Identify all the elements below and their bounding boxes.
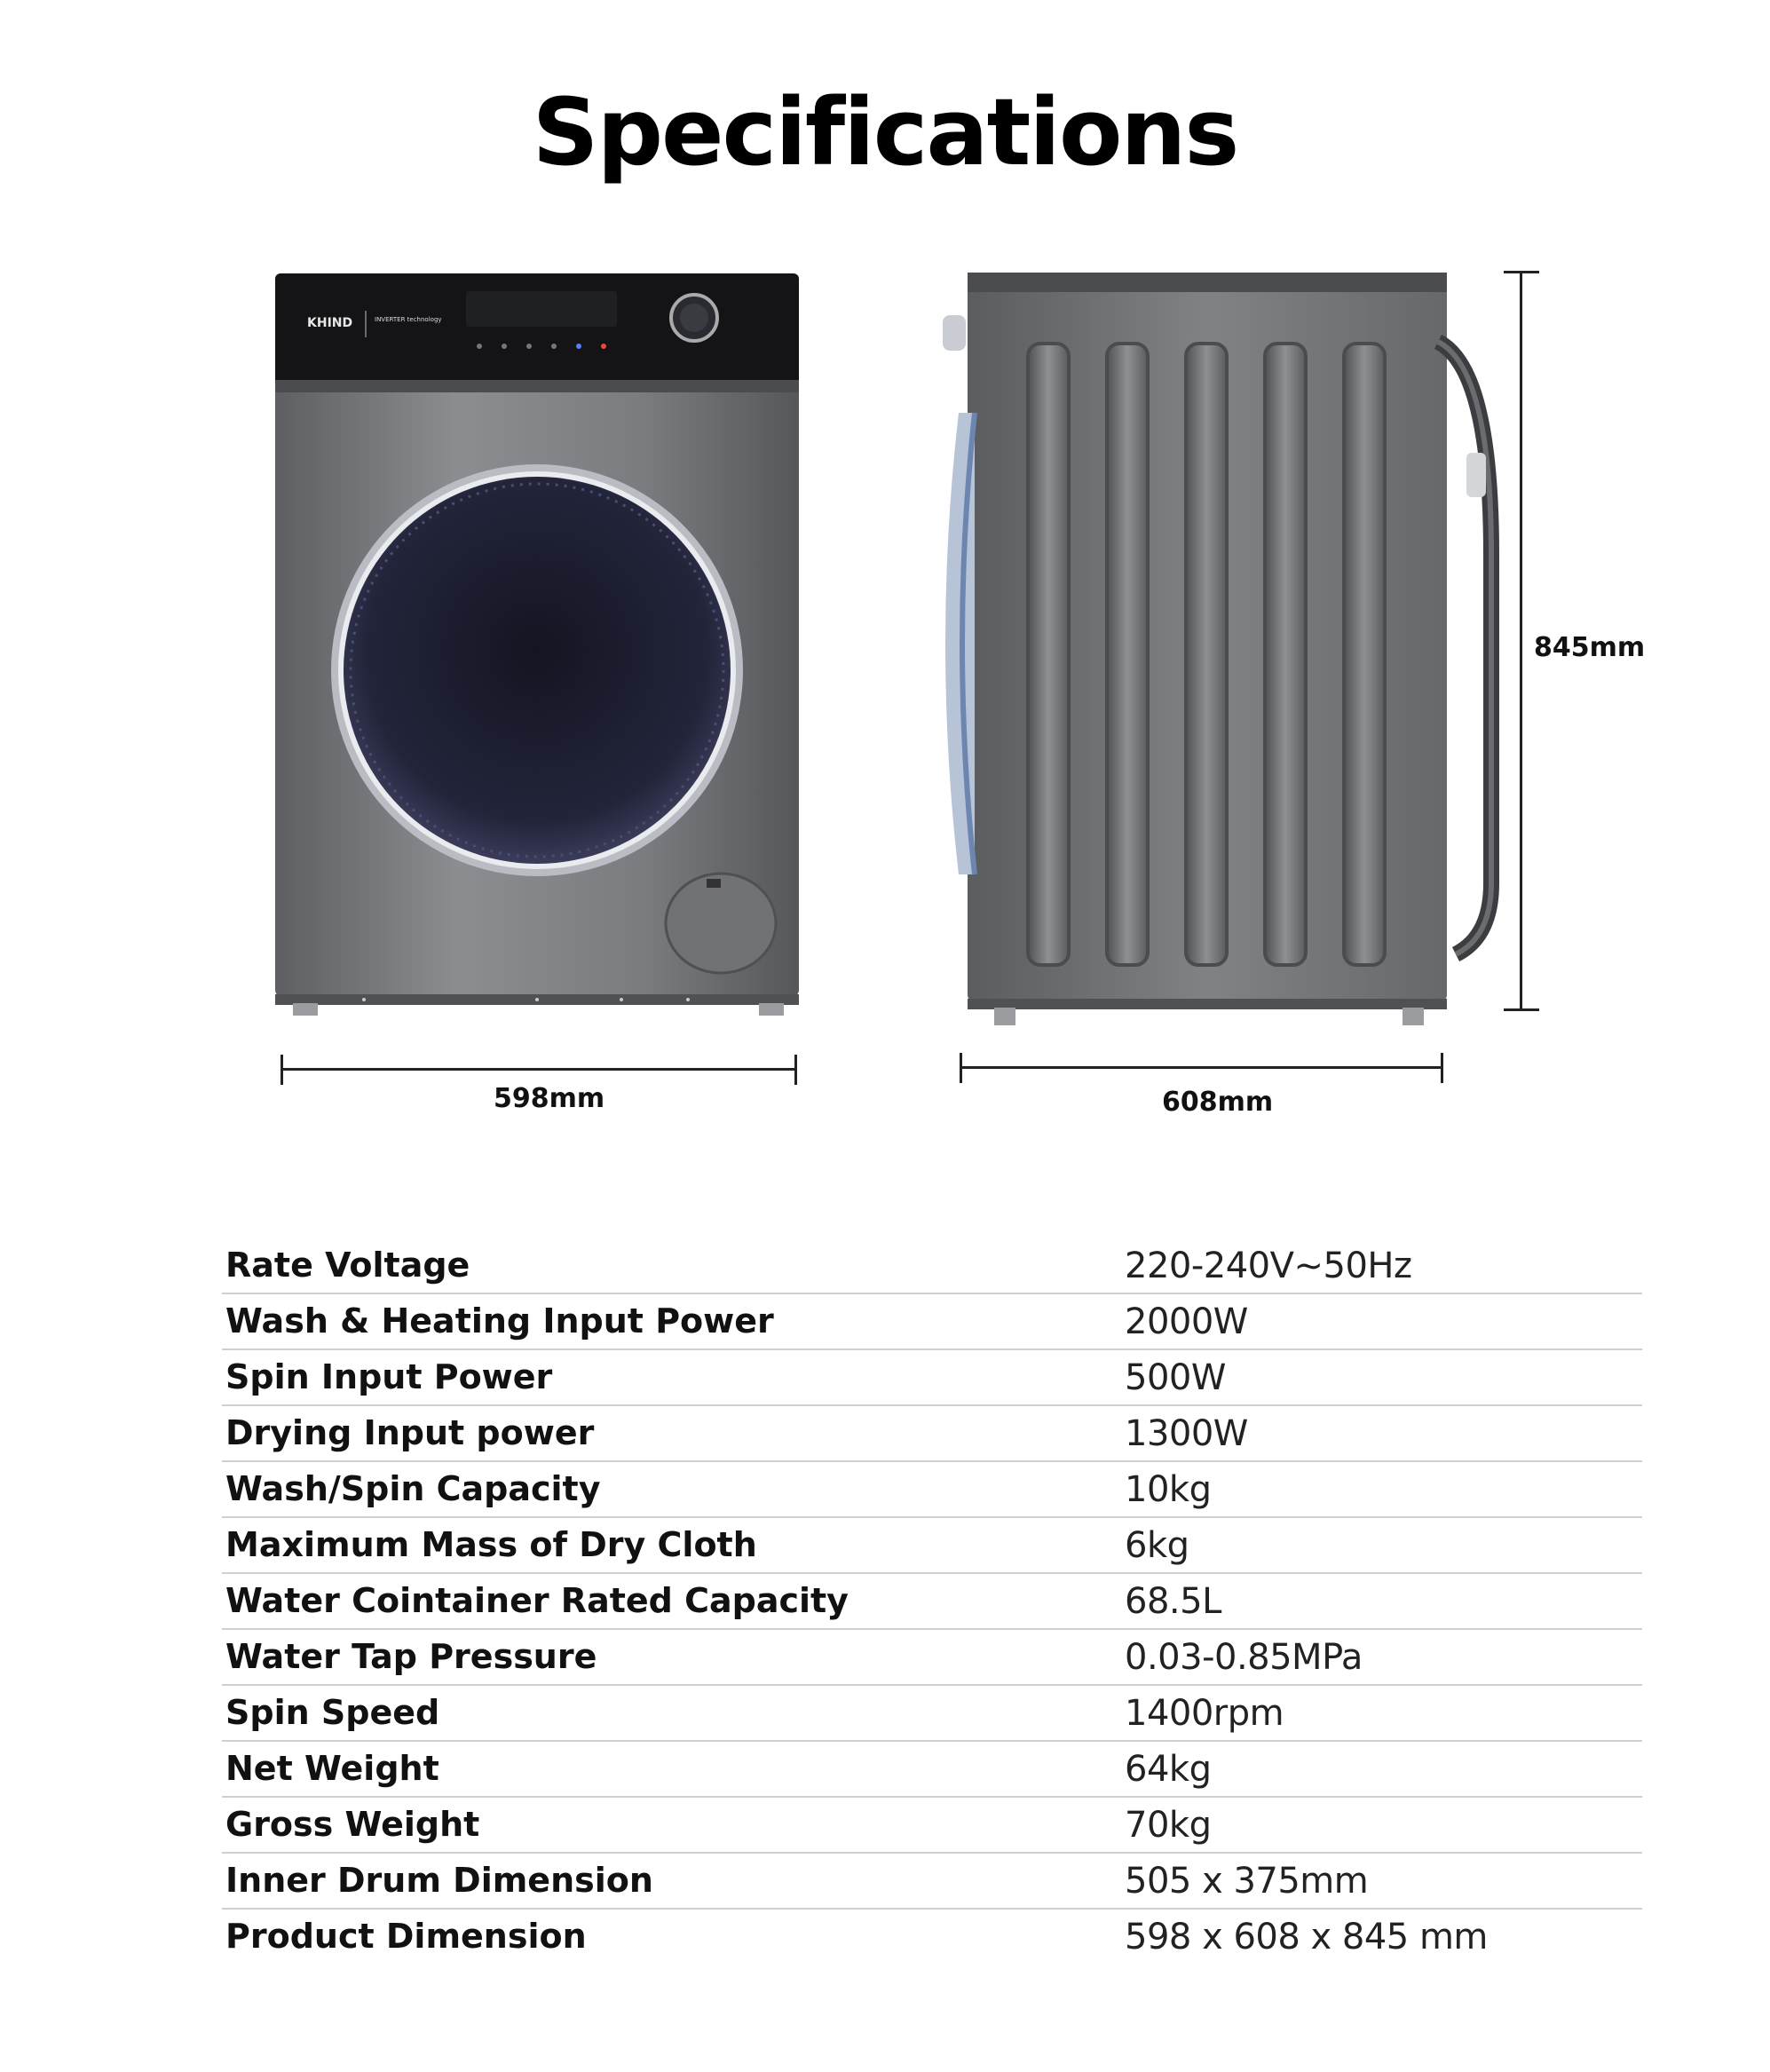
spec-row <box>222 1294 1642 1350</box>
height-dimension-tick-bottom <box>1504 1008 1539 1011</box>
height-dimension-label: 845mm <box>1534 632 1646 663</box>
width-dimension-line <box>281 1068 797 1071</box>
spec-row <box>222 1798 1642 1854</box>
depth-dimension-tick-left <box>960 1053 962 1083</box>
spec-value: 64kg <box>1125 1749 1212 1790</box>
depth-dimension-tick-right <box>1441 1053 1443 1083</box>
spec-label: Rate Voltage <box>225 1246 470 1285</box>
inverter-badge: INVERTER technology <box>375 316 442 323</box>
spec-row <box>222 1350 1642 1406</box>
depth-dimension-line <box>960 1066 1443 1069</box>
spec-label: Water Tap Pressure <box>225 1637 597 1676</box>
washer-front-image <box>266 266 808 1030</box>
spec-table <box>222 1238 1642 1965</box>
spec-label: Product Dimension <box>225 1917 587 1956</box>
height-dimension-line <box>1520 271 1522 1011</box>
width-dimension-tick-right <box>794 1055 797 1085</box>
spec-label: Maximum Mass of Dry Cloth <box>225 1525 757 1564</box>
spec-label: Net Weight <box>225 1749 439 1788</box>
spec-value: 10kg <box>1125 1469 1212 1510</box>
spec-value: 598 x 608 x 845 mm <box>1125 1917 1488 1957</box>
spec-row <box>222 1518 1642 1574</box>
spec-value: 68.5L <box>1125 1581 1221 1622</box>
spec-row <box>222 1910 1642 1965</box>
depth-dimension-label: 608mm <box>1162 1087 1274 1118</box>
brand-logo: KHIND <box>307 316 353 330</box>
spec-value: 1300W <box>1125 1413 1248 1454</box>
spec-label: Wash & Heating Input Power <box>225 1301 774 1340</box>
page-title: Specifications <box>532 78 1238 186</box>
spec-label: Spin Input Power <box>225 1357 553 1396</box>
width-dimension-label: 598mm <box>494 1083 605 1114</box>
height-dimension-tick-top <box>1504 271 1539 273</box>
spec-row <box>222 1406 1642 1462</box>
width-dimension-tick-left <box>281 1055 283 1085</box>
spec-value: 505 x 375mm <box>1125 1861 1369 1902</box>
spec-value: 0.03-0.85MPa <box>1125 1637 1363 1678</box>
spec-value: 6kg <box>1125 1525 1189 1566</box>
spec-label: Wash/Spin Capacity <box>225 1469 601 1508</box>
spec-label: Spin Speed <box>225 1693 440 1732</box>
spec-value: 2000W <box>1125 1301 1248 1342</box>
spec-label: Inner Drum Dimension <box>225 1861 653 1900</box>
spec-row <box>222 1238 1642 1294</box>
spec-value: 70kg <box>1125 1805 1212 1846</box>
spec-row <box>222 1686 1642 1742</box>
spec-row <box>222 1574 1642 1630</box>
spec-row <box>222 1462 1642 1518</box>
spec-row <box>222 1630 1642 1686</box>
spec-label: Drying Input power <box>225 1413 595 1452</box>
washer-side-image <box>923 262 1500 1043</box>
spec-label: Gross Weight <box>225 1805 480 1844</box>
spec-row <box>222 1854 1642 1910</box>
spec-value: 500W <box>1125 1357 1226 1398</box>
spec-row <box>222 1742 1642 1798</box>
spec-label: Water Cointainer Rated Capacity <box>225 1581 849 1620</box>
spec-value: 1400rpm <box>1125 1693 1284 1734</box>
spec-value: 220-240V~50Hz <box>1125 1246 1412 1286</box>
